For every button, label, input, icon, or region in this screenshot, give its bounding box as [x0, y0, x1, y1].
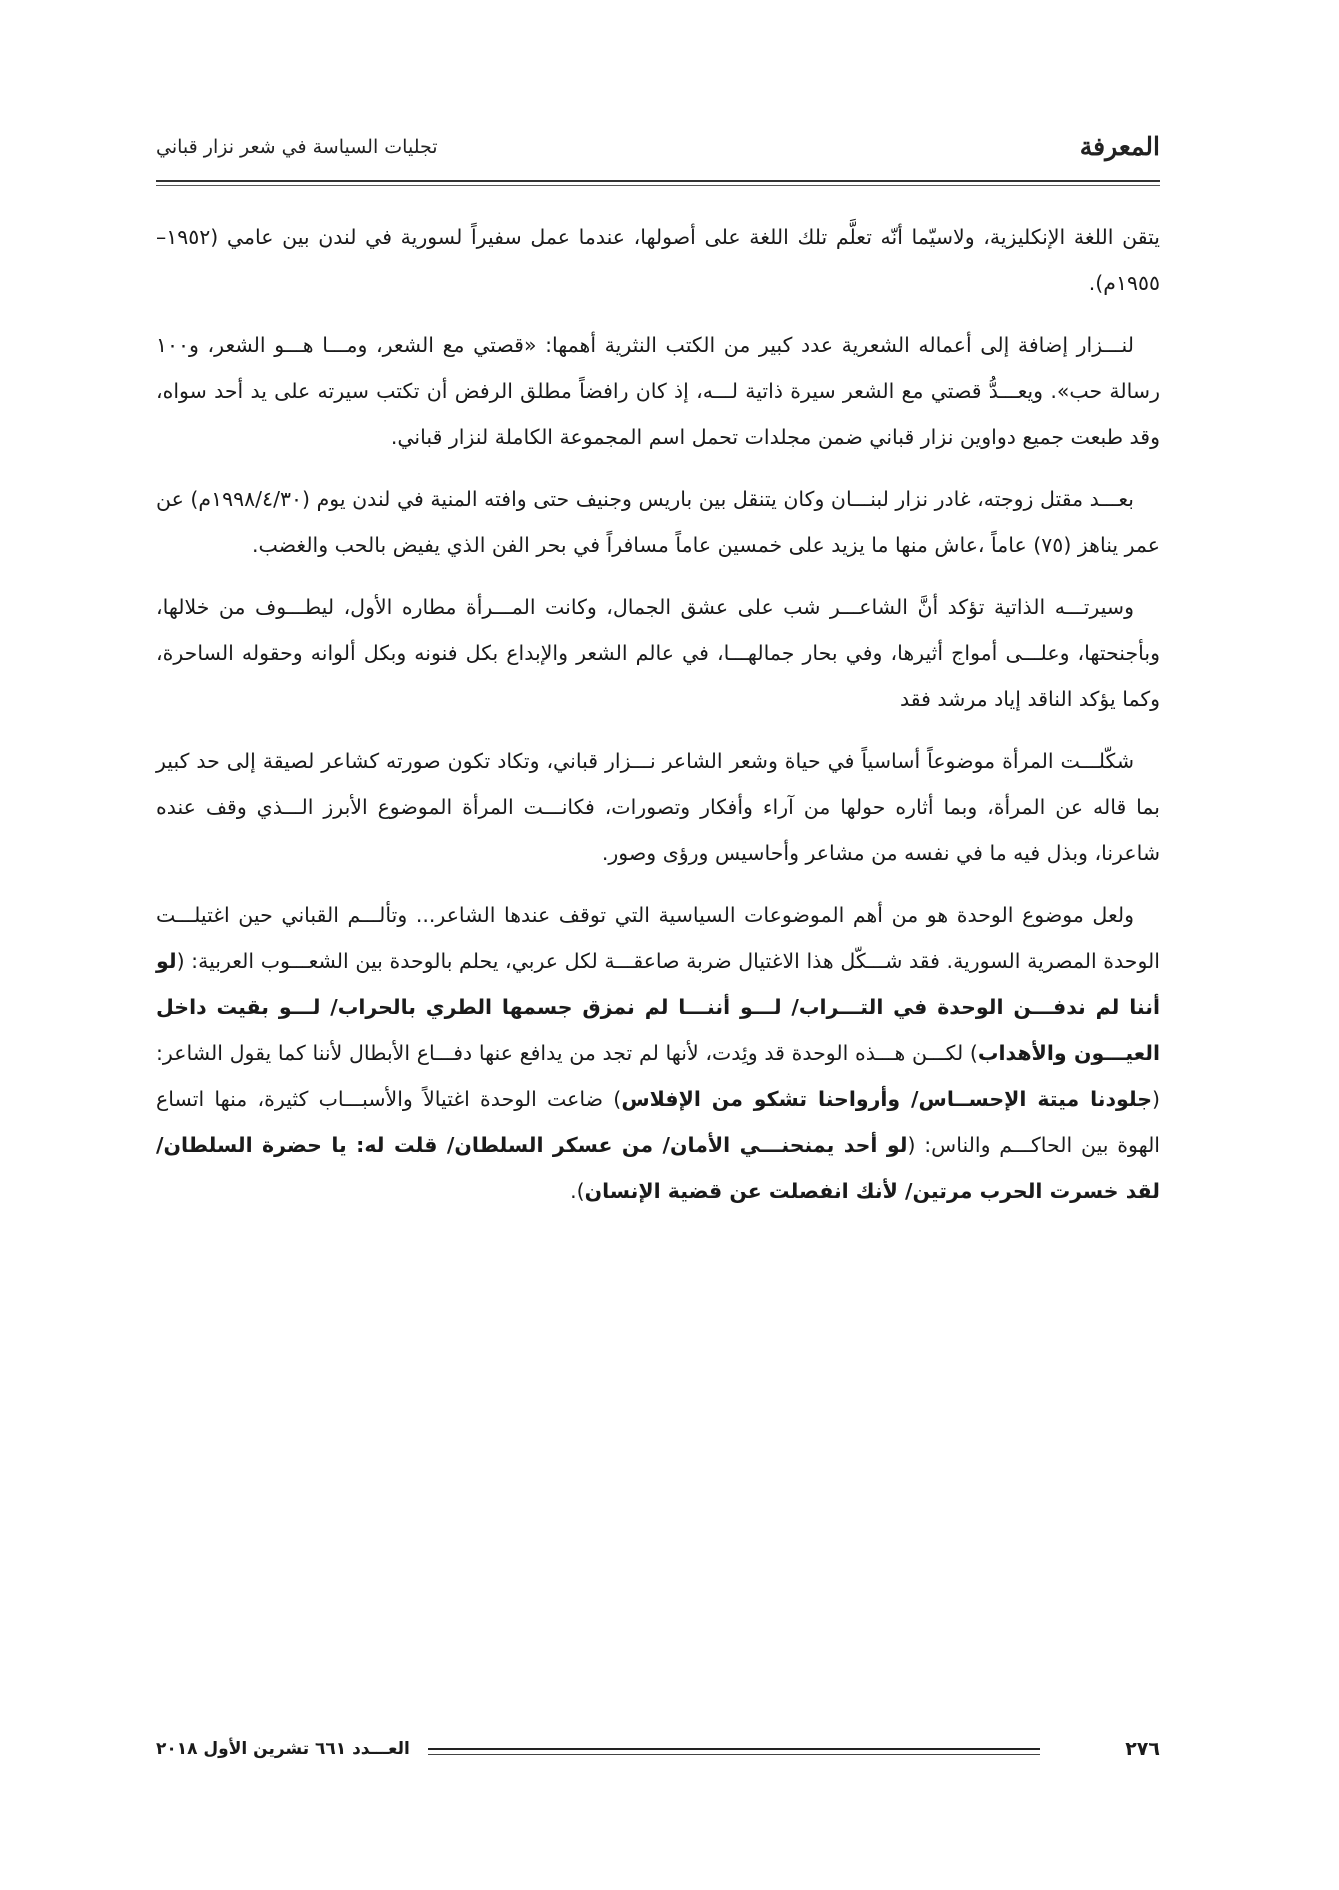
paragraph-text: ولعل موضوع الوحدة هو من أهم الموضوعات السياسية التي توقف عندها الشاعر... وتألـــم القباني حين اغتيلـــت الوحدة المصرية السورية. فقد شـــكّل هذا الاغتيال ضربة صاعقـــة لكل عربي، يحلم بالوحدة بين الشعـــوب العربية: (	[156, 903, 1160, 973]
poem-quote: لو أحد يمنحنـــي الأمان/ من عسكر السلطان/ قلت له: يا حضرة السلطان/ لقد خسرت الحرب مرتين/ لأنك انفصلت عن قضية الإنسان	[156, 1133, 1160, 1203]
paragraph	[156, 476, 1160, 568]
magazine-logo: المعرفة	[1079, 132, 1160, 161]
paragraph-text: وسيرتـــه الذاتية تؤكد أنَّ الشاعـــر شب على عشق الجمال، وكانت المـــرأة مطاره الأول، ليطـــوف من خلالها، وبأجنحتها، وعلـــى أمواج أثيرها، وفي بحار جمالهـــا، في عالم الشعر والإبداع بكل فنونه وبكل ألوانه وحقوله الساحرة، وكما يؤكد الناقد إياد مرشد فقد	[156, 595, 1160, 711]
footer-divider	[428, 1748, 1040, 1756]
page-footer	[156, 1738, 1160, 1772]
paragraph-text: شكّلـــت المرأة موضوعاً أساسياً في حياة وشعر الشاعر نـــزار قباني، وتكاد تكون صورته كشاعر لصيقة إلى حد كبير بما قاله عن المرأة، وبما أثاره حولها من آراء وأفكار وتصورات، فكانـــت المرأة الموضوع الأبرز الـــذي وقف عنده شاعرنا، وبذل فيه ما في نفسه من مشاعر وأحاسيس ورؤى وصور.	[156, 749, 1160, 865]
page-number: ٢٧٦	[1125, 1738, 1160, 1760]
paragraph	[156, 892, 1160, 1214]
paragraph-text: بعـــد مقتل زوجته، غادر نزار لبنـــان وكان يتنقل بين باريس وجنيف حتى وافته المنية في لندن يوم (١٩٩٨/٤/٣٠م) عن عمر يناهز (٧٥) عاماً ،عاش منها ما يزيد على خمسين عاماً مسافراً في بحر الفن الذي يفيض بالحب والغضب.	[156, 487, 1160, 557]
poem-quote: جلودنا ميتة الإحســاس/ وأرواحنا تشكو من الإفلاس	[621, 1087, 1152, 1111]
paragraph-text: ).	[570, 1179, 585, 1203]
paragraph-text: ) لكـــن هـــذه الوحدة قد وئِدت، لأنها لم تجد من يدافع عنها دفـــاع الأبطال لأننا كما يقول الشاعر: (	[156, 1041, 1160, 1111]
header-divider-thin	[156, 185, 1160, 186]
article-running-title: تجليات السياسة في شعر نزار قباني	[156, 136, 438, 158]
paragraph-text: يتقن اللغة الإنكليزية، ولاسيّما أنّه تعلَّم تلك اللغة على أصولها، عندما عمل سفيراً لسورية في لندن بين عامي (١٩٥٢– ١٩٥٥م).	[156, 225, 1160, 295]
header-divider	[156, 180, 1160, 182]
paragraph-text: ) ضاعت الوحدة اغتيالاً والأسبـــاب كثيرة، منها اتساع الهوة بين الحاكـــم والناس: (	[156, 1087, 1161, 1157]
paragraph-text: لنـــزار إضافة إلى أعماله الشعرية عدد كبير من الكتب النثرية أهمها: «قصتي مع الشعر، ومـــا هـــو الشعر، و١٠٠ رسالة حب». ويعـــدُّ قصتي مع الشعر سيرة ذاتية لـــه، إذ كان رافضاً مطلق الرفض أن تكتب سيرته على يد أحد سواه، وقد طبعت جميع دواوين نزار قباني ضمن مجلدات تحمل اسم المجموعة الكاملة لنزار قباني.	[156, 333, 1160, 449]
paragraph	[156, 584, 1160, 722]
paragraph	[156, 738, 1160, 876]
issue-label: العـــدد ٦٦١ تشرين الأول ٢٠١٨	[156, 1739, 410, 1759]
paragraph	[156, 214, 1160, 306]
paragraph	[156, 322, 1160, 460]
page-header	[156, 132, 1160, 176]
article-body	[156, 214, 1160, 1230]
poem-quote: لو أننا لم ندفـــن الوحدة في التـــراب/ لـــو أننـــا لم نمزق جسمها الطري بالحراب/ لـــو بقيت داخل العيـــون والأهداب	[156, 949, 1160, 1065]
